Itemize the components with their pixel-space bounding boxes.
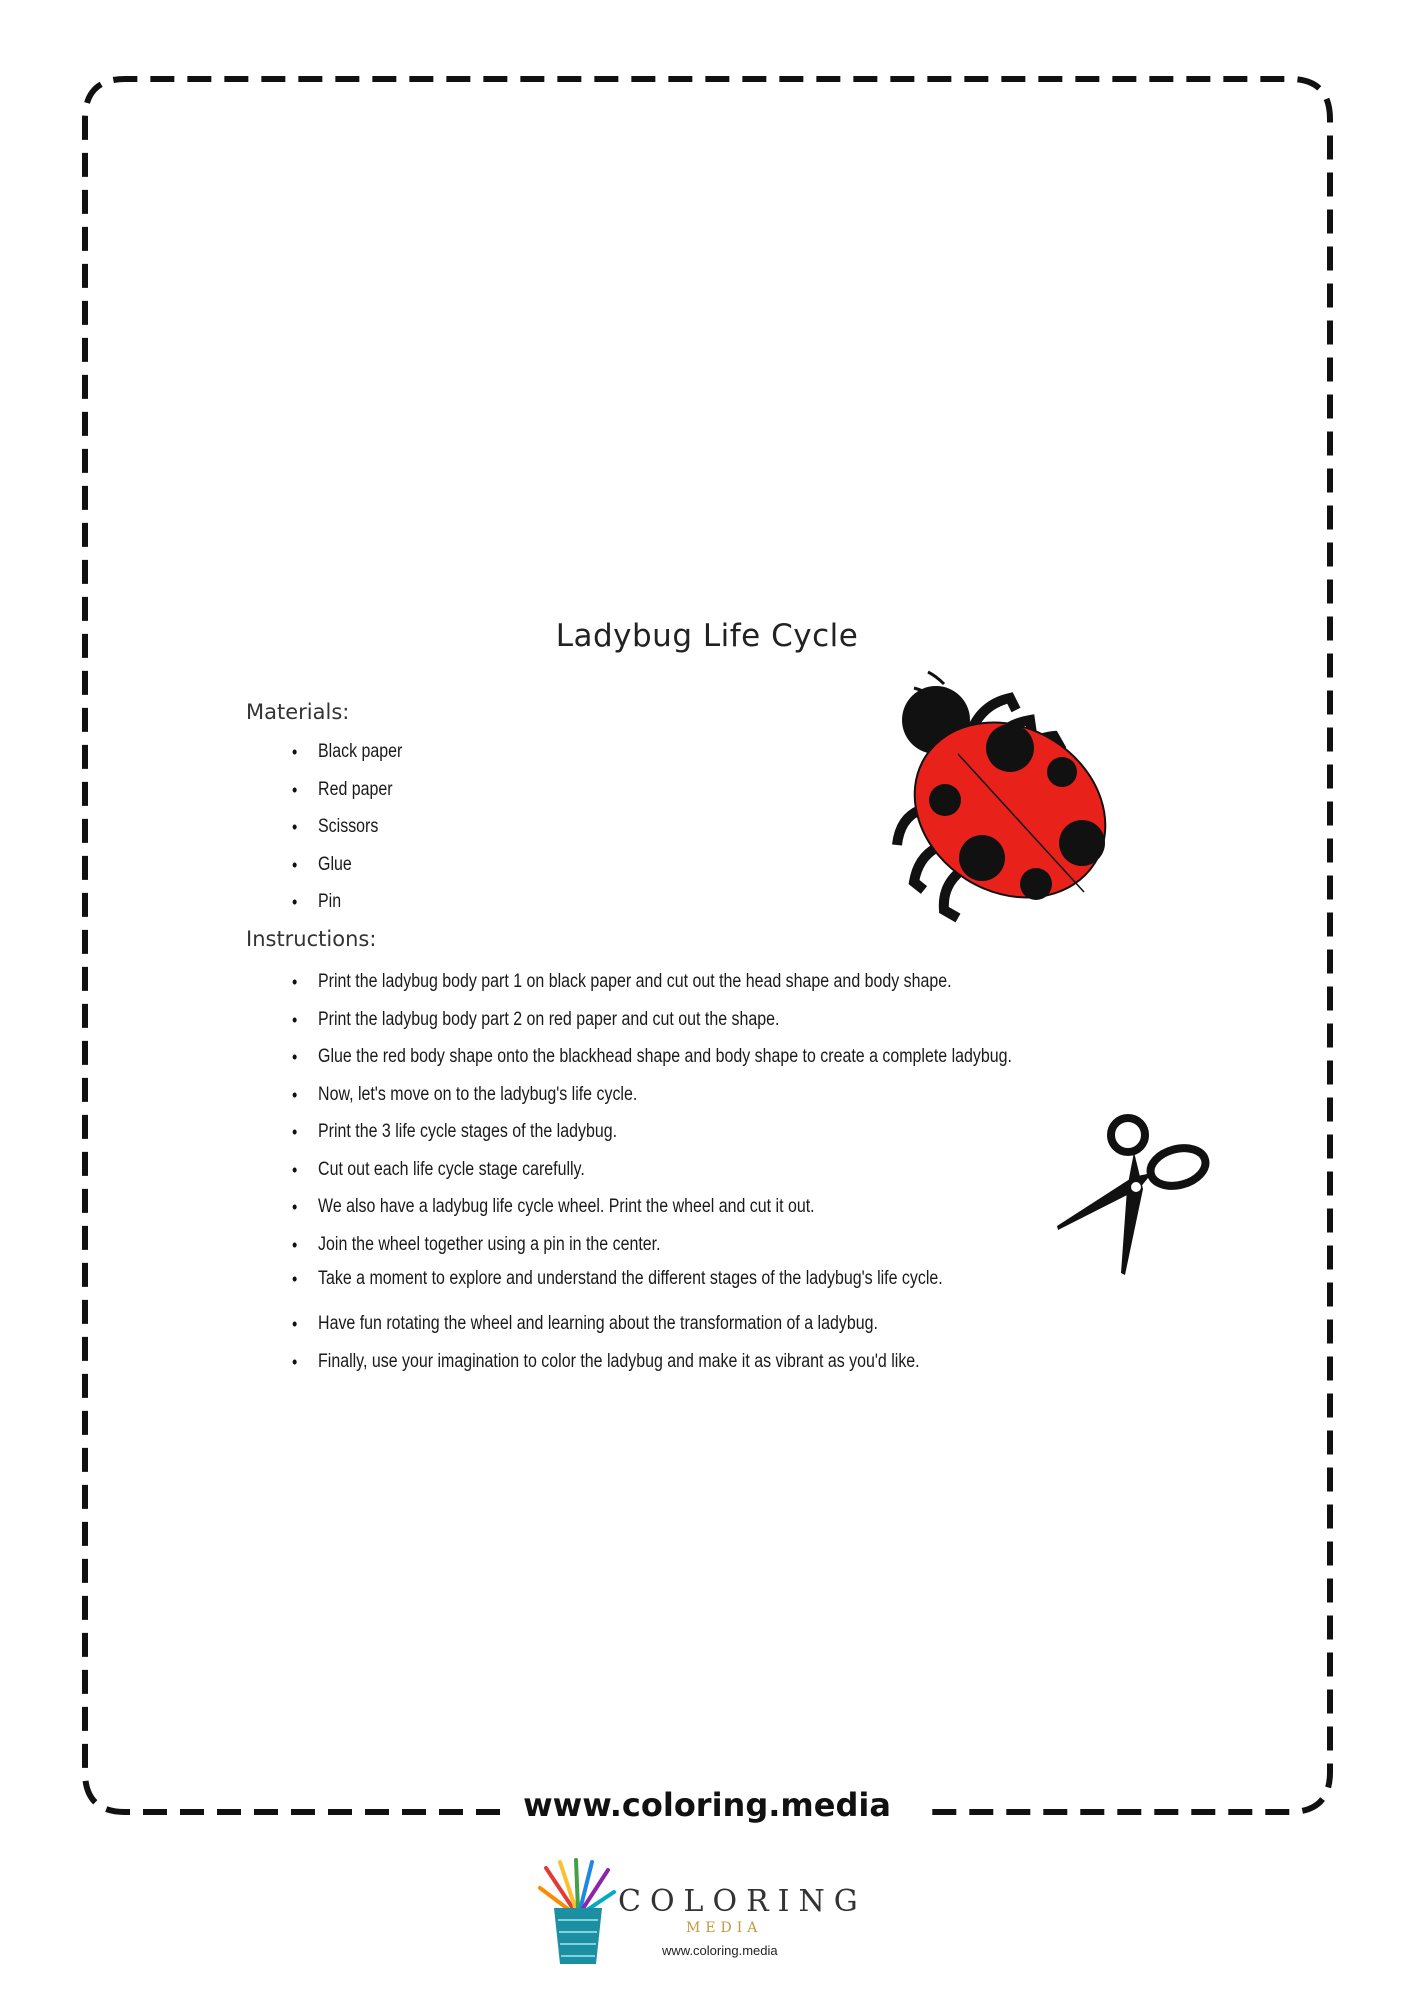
instructions-list	[292, 970, 1149, 1388]
instructions-item: • Finally, use your imagination to color the ladybug and make it as vibrant as you'd like.	[292, 1350, 1012, 1388]
materials-list	[292, 740, 423, 928]
materials-item: • Scissors	[292, 815, 402, 853]
materials-item: • Glue	[292, 853, 402, 891]
instructions-heading: Instructions:	[246, 927, 377, 951]
logo-url[interactable]: www.coloring.media	[662, 1943, 778, 1958]
instructions-item: • Now, let's move on to the ladybug's life cycle.	[292, 1083, 1012, 1121]
ladybug-icon	[870, 660, 1150, 950]
materials-heading: Materials:	[246, 700, 350, 724]
page-title: Ladybug Life Cycle	[555, 618, 859, 654]
scissors-icon	[1055, 1105, 1225, 1280]
pencil-cup-icon	[536, 1858, 618, 1968]
instructions-item: • Join the wheel together using a pin in the center.	[292, 1233, 1012, 1267]
brand-logo	[536, 1858, 876, 1968]
materials-item: • Pin	[292, 890, 402, 928]
materials-item: • Red paper	[292, 778, 402, 816]
logo-subtitle: MEDIA	[686, 1920, 763, 1936]
footer-url[interactable]: www.coloring.media	[523, 1786, 891, 1824]
logo-wordmark: COLORING	[618, 1884, 867, 1919]
instructions-item: • Have fun rotating the wheel and learning about the transformation of a ladybug.	[292, 1312, 1012, 1350]
instructions-item: • We also have a ladybug life cycle wheel. Print the wheel and cut it out.	[292, 1195, 1012, 1233]
instructions-item: • Glue the red body shape onto the blackhead shape and body shape to create a complete ladybug.	[292, 1045, 1012, 1083]
instructions-item: • Print the ladybug body part 2 on red paper and cut out the shape.	[292, 1008, 1012, 1046]
materials-item: • Black paper	[292, 740, 402, 778]
instructions-item: • Cut out each life cycle stage carefully.	[292, 1158, 1012, 1196]
instructions-item: • Take a moment to explore and understand the different stages of the ladybug's life cycle.	[292, 1267, 1012, 1312]
instructions-item: • Print the 3 life cycle stages of the ladybug.	[292, 1120, 1012, 1158]
instructions-item: • Print the ladybug body part 1 on black paper and cut out the head shape and body shape.	[292, 970, 1012, 1008]
